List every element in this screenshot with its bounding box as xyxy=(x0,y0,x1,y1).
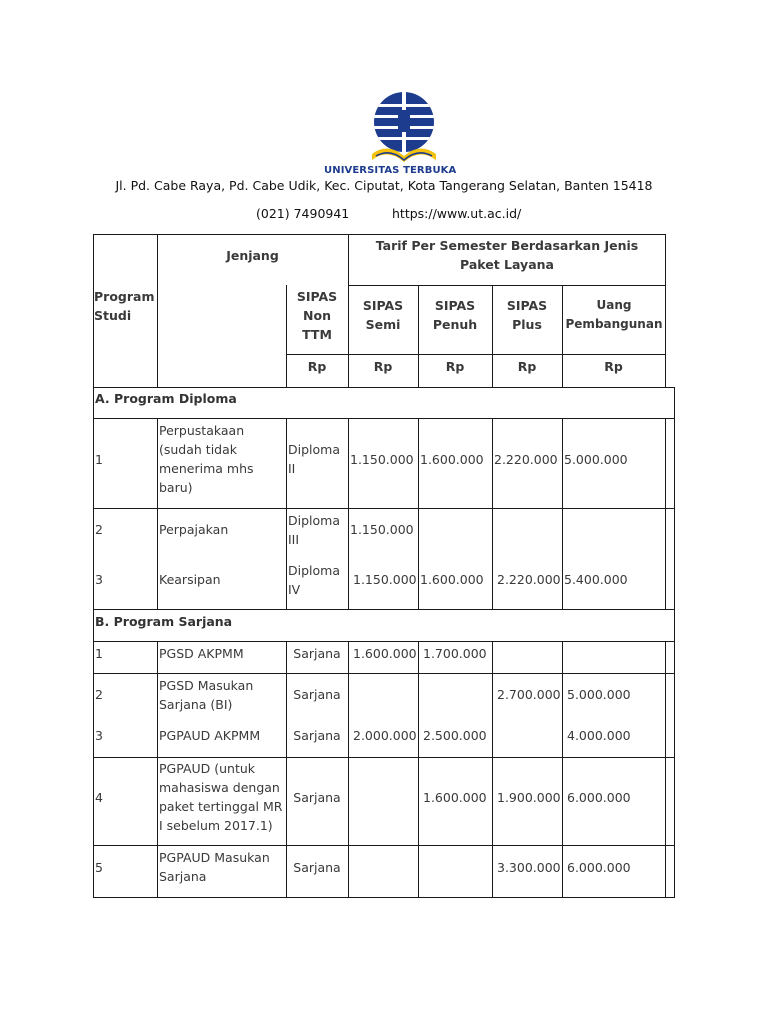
sarjana-col-non-ttm xyxy=(348,641,349,897)
diploma-col-non-ttm xyxy=(348,418,349,609)
website-link[interactable]: https://www.ut.ac.id/ xyxy=(392,206,522,221)
diploma-row3-bottom xyxy=(93,609,675,610)
section-b-right xyxy=(674,609,675,642)
fee-non-ttm: 1.150.000 xyxy=(353,572,417,587)
row-number: 4 xyxy=(95,790,103,805)
currency-semi: Rp xyxy=(373,359,393,374)
section-title-sarjana: B. Program Sarjana xyxy=(95,614,233,629)
jenjang-value: Sarjana xyxy=(293,790,341,805)
table-border-top xyxy=(93,234,666,235)
jenjang-value: Diploma IV xyxy=(288,563,340,597)
jenjang-value: Sarjana xyxy=(293,728,341,743)
section-b-bottom xyxy=(93,641,675,642)
section-a-right xyxy=(674,387,675,419)
fee-plus: 5.000.000 xyxy=(567,687,631,702)
currency-non-ttm: Rp xyxy=(307,359,327,374)
program-name: Perpajakan xyxy=(159,522,229,537)
fee-plus: 6.000.000 xyxy=(567,860,631,875)
header-border-right xyxy=(665,234,666,387)
diploma-col-plus xyxy=(562,418,563,609)
section-a-bottom xyxy=(93,418,675,419)
fee-semi: 1.700.000 xyxy=(423,646,487,661)
fee-penuh: 2.220.000 xyxy=(497,572,561,587)
fee-non-ttm: 2.000.000 xyxy=(353,728,417,743)
table-border-bottom xyxy=(93,897,675,898)
fee-plus: 6.000.000 xyxy=(567,790,631,805)
fee-penuh: 2.220.000 xyxy=(494,452,558,467)
program-name: PGSD Masukan Sarjana (BI) xyxy=(159,678,254,712)
row-number: 1 xyxy=(95,646,103,661)
university-logo xyxy=(358,90,450,174)
header-sipas-non-ttm: SIPAS Non TTM xyxy=(296,289,338,342)
jenjang-value: Diploma III xyxy=(288,513,340,547)
fee-plus: 4.000.000 xyxy=(567,728,631,743)
header-sipas-penuh: SIPAS Penuh xyxy=(432,298,478,332)
subheader-divider xyxy=(286,354,666,355)
fee-non-ttm: 1.150.000 xyxy=(350,452,414,467)
header-tarif: Tarif Per Semester Berdasarkan Jenis Paket Layana xyxy=(375,238,639,272)
program-name: PGPAUD Masukan Sarjana xyxy=(159,850,270,884)
diploma-row1-bottom xyxy=(93,508,675,509)
row-number: 2 xyxy=(95,522,103,537)
fee-non-ttm: 1.150.000 xyxy=(350,522,414,537)
university-name: UNIVERSITAS TERBUKA xyxy=(324,165,457,176)
sarjana-col-semi xyxy=(418,641,419,897)
currency-pembangunan: Rp xyxy=(604,359,623,374)
row-number: 1 xyxy=(95,452,103,467)
jenjang-value: Diploma II xyxy=(288,442,340,476)
fee-semi: 1.600.000 xyxy=(423,790,487,805)
sarjana-col-penuh xyxy=(492,641,493,897)
phone-number: (021) 7490941 xyxy=(256,206,350,221)
header-program-studi: Program Studi xyxy=(94,289,155,323)
sarjana-row4-bottom xyxy=(93,845,675,846)
program-name: Kearsipan xyxy=(159,572,221,587)
row-number: 3 xyxy=(95,728,103,743)
diploma-col-penuh xyxy=(492,418,493,609)
fee-plus: 5.000.000 xyxy=(564,452,628,467)
fee-plus: 5.400.000 xyxy=(564,572,628,587)
diploma-col-pembangunan xyxy=(665,418,666,609)
program-name: PGPAUD AKPMM xyxy=(159,728,261,743)
fee-penuh: 3.300.000 xyxy=(497,860,561,875)
diploma-col-semi xyxy=(418,418,419,609)
fee-semi: 2.500.000 xyxy=(423,728,487,743)
header-uang-pembangunan: Uang Pembangunan xyxy=(565,298,663,331)
jenjang-value: Sarjana xyxy=(293,646,341,661)
program-name: Perpustakaan (sudah tidak menerima mhs baru) xyxy=(159,423,254,495)
section-a-top xyxy=(93,387,675,388)
program-name: PGSD AKPMM xyxy=(159,646,244,661)
tarif-header-divider xyxy=(348,285,666,286)
row-number: 5 xyxy=(95,860,103,875)
fee-non-ttm: 1.600.000 xyxy=(353,646,417,661)
currency-plus: Rp xyxy=(517,359,537,374)
row-number: 2 xyxy=(95,687,103,702)
sarjana-col-pembangunan xyxy=(665,641,666,897)
diploma-border-right xyxy=(674,418,675,609)
jenjang-value: Sarjana xyxy=(293,860,341,875)
university-logo-icon xyxy=(358,90,450,174)
table-border-left xyxy=(93,234,94,898)
fee-semi: 1.600.000 xyxy=(420,572,484,587)
diploma-col-program xyxy=(157,418,158,609)
section-title-diploma: A. Program Diploma xyxy=(95,391,237,406)
sarjana-border-right xyxy=(674,641,675,897)
program-name: PGPAUD (untuk mahasiswa dengan paket tertinggal MR I sebelum 2017.1) xyxy=(159,761,283,833)
sarjana-row3-bottom xyxy=(93,757,675,758)
sarjana-col-plus xyxy=(562,641,563,897)
jenjang-value: Sarjana xyxy=(293,687,341,702)
fee-penuh: 1.900.000 xyxy=(497,790,561,805)
row-number: 3 xyxy=(95,572,103,587)
diploma-col-jenjang xyxy=(286,418,287,609)
sarjana-row1-bottom xyxy=(93,673,675,674)
university-address: Jl. Pd. Cabe Raya, Pd. Cabe Udik, Kec. Ciputat, Kota Tangerang Selatan, Banten 15418 xyxy=(115,178,653,193)
fee-penuh: 2.700.000 xyxy=(497,687,561,702)
sarjana-col-program xyxy=(157,641,158,897)
fee-semi: 1.600.000 xyxy=(420,452,484,467)
header-sipas-plus: SIPAS Plus xyxy=(506,298,548,332)
header-jenjang: Jenjang xyxy=(226,248,279,263)
currency-penuh: Rp xyxy=(445,359,465,374)
header-sipas-semi: SIPAS Semi xyxy=(362,298,404,332)
